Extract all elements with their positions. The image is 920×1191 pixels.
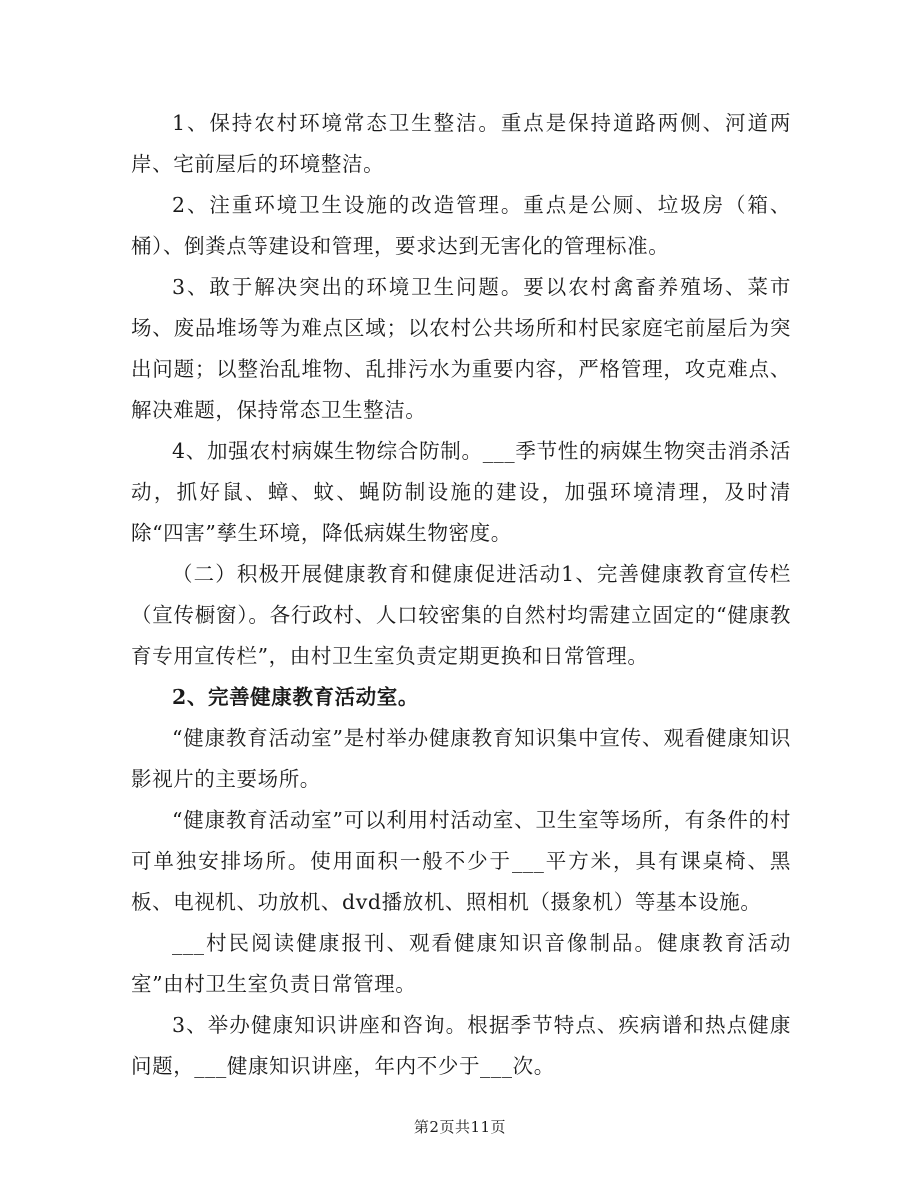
document-body: [131, 103, 791, 1087]
paragraph: “健康教育活动室”可以利用村活动室、卫生室等场所，有条件的村可单独安排场所。使用面积一般不少于___平方米，具有课桌椅、黑板、电视机、功放机、dvd播放机、照相机（摄象机）等基本设施。: [131, 808, 791, 914]
page-number: 第2页共11页: [413, 1118, 507, 1136]
paragraph: 3、敢于解决突出的环境卫生问题。要以农村禽畜养殖场、菜市场、废品堆场等为难点区域；以农村公共场所和村民家庭宅前屋后为突出问题；以整治乱堆物、乱排污水为重要内容，严格管理，攻克难点、解决难题，保持常态卫生整洁。: [131, 275, 791, 422]
paragraph: ___村民阅读健康报刊、观看健康知识音像制品。健康教育活动室”由村卫生室负责日常管理。: [131, 931, 791, 996]
paragraph: 2、注重环境卫生设施的改造管理。重点是公厕、垃圾房（箱、桶）、倒粪点等建设和管理，要求达到无害化的管理标准。: [131, 193, 791, 258]
paragraph: （二）积极开展健康教育和健康促进活动1、完善健康教育宣传栏（宣传橱窗）。各行政村、人口较密集的自然村均需建立固定的“健康教育专用宣传栏”，由村卫生室负责定期更换和日常管理。: [131, 562, 791, 668]
paragraph: 4、加强农村病媒生物综合防制。___季节性的病媒生物突击消杀活动，抓好鼠、蟑、蚊、蝇防制设施的建设，加强环境清理，及时清除“四害”孳生环境，降低病媒生物密度。: [131, 439, 791, 545]
paragraph: 3、举办健康知识讲座和咨询。根据季节特点、疾病谱和热点健康问题，___健康知识讲座，年内不少于___次。: [131, 1013, 791, 1078]
section-heading: 2、完善健康教育活动室。: [172, 685, 419, 709]
paragraph: “健康教育活动室”是村举办健康教育知识集中宣传、观看健康知识影视片的主要场所。: [131, 726, 791, 791]
paragraph: 1、保持农村环境常态卫生整洁。重点是保持道路两侧、河道两岸、宅前屋后的环境整洁。: [131, 111, 791, 176]
